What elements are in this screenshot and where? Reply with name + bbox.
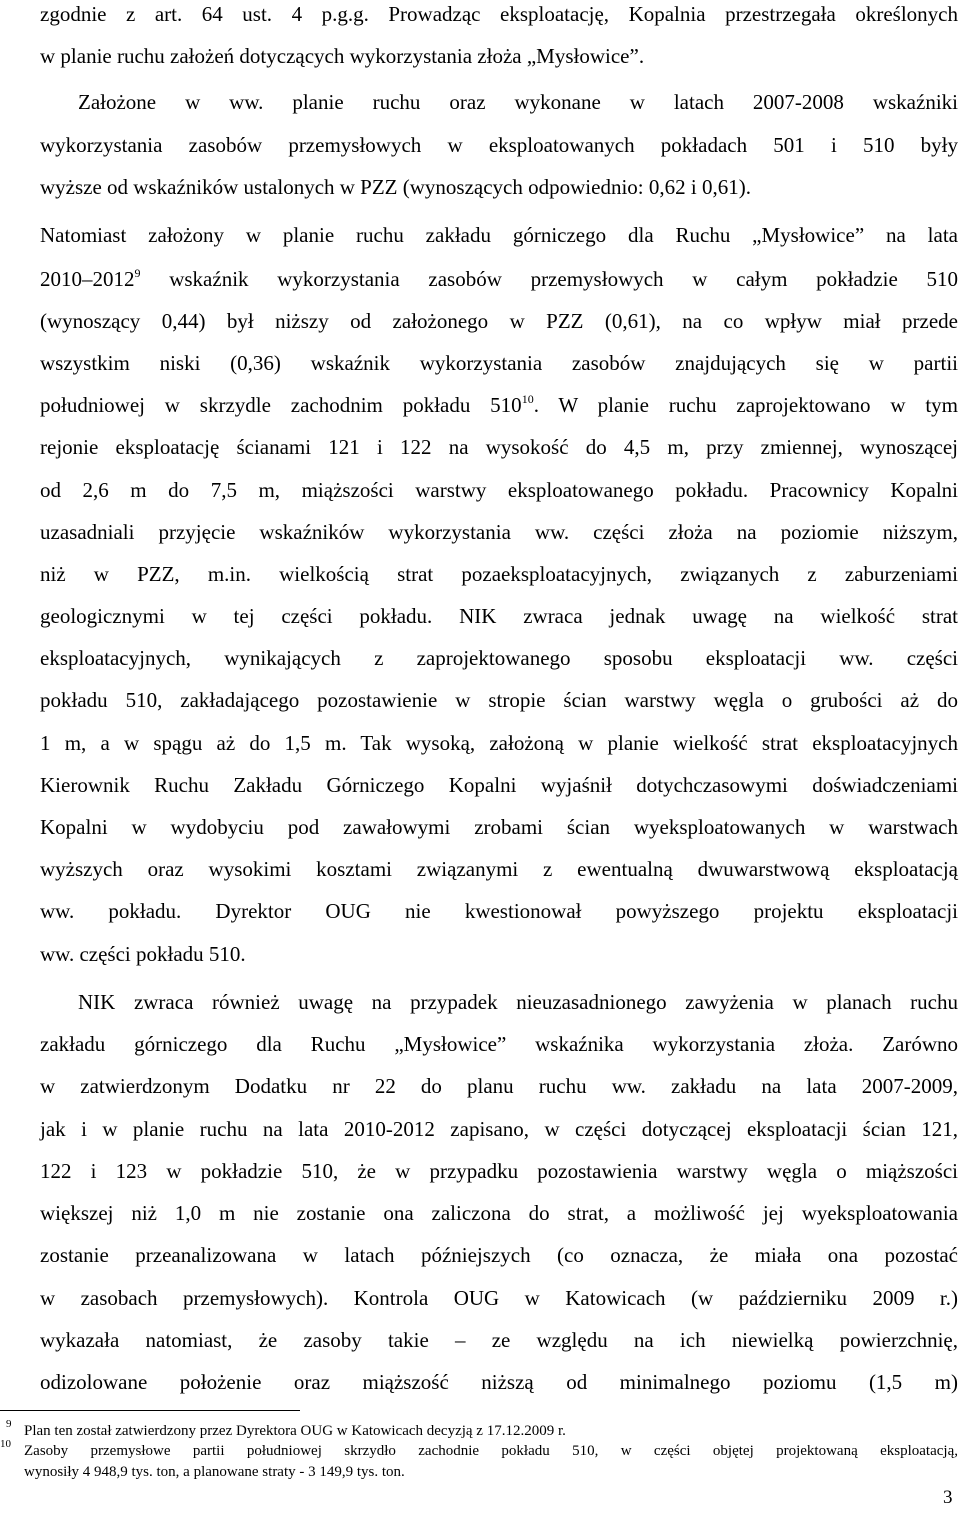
body-line (40, 392, 958, 418)
body-line: ww. pokładu. Dyrektor OUG nie kwestionował powyższego projektu eksploatacji (40, 899, 958, 923)
body-line: niż w PZZ, m.in. wielkością strat pozaeksploatacyjnych, związanych z zaburzeniami (40, 562, 958, 586)
footnote-ref: 9 (134, 266, 141, 280)
body-line: zostanie przeanalizowana w latach późniejszych (co oznacza, że miała ona pozostać (40, 1243, 958, 1267)
body-line: 122 i 123 w pokładzie 510, że w przypadku pozostawienia warstwy węgla o miąższości (40, 1159, 958, 1183)
footnote-text: Zasoby przemysłowe partii południowej skrzydło zachodnie pokładu 510, w części objętej projektowaną eksploatacją, (24, 1443, 958, 1459)
body-line: wyższe od wskaźników ustalonych w PZZ (wynoszących odpowiednio: 0,62 i 0,61). (40, 175, 751, 199)
body-text: . W planie ruchu zaprojektowano w tym (533, 393, 958, 417)
body-line: NIK zwraca również uwagę na przypadek nieuzasadnionego zawyżenia w planach ruchu (78, 990, 958, 1014)
body-text: 2010–2012 (40, 267, 135, 291)
body-line: wszystkim niski (0,36) wskaźnik wykorzystania zasobów znajdujących się w partii (40, 351, 958, 375)
body-line: ww. części pokładu 510. (40, 942, 246, 966)
footnote-number: 9 (6, 1418, 12, 1430)
body-line: (wynoszący 0,44) był niższy od założonego w PZZ (0,61), na co wpływ miał przede (40, 309, 958, 333)
body-line: Kopalni w wydobyciu pod zawałowymi zrobami ścian wyeksploatowanych w warstwach (40, 815, 958, 839)
body-line: większej niż 1,0 m nie zostanie ona zaliczona do strat, a możliwość jej wyeksploatowania (40, 1201, 958, 1225)
footnote-number: 10 (0, 1438, 11, 1450)
body-line: eksploatacyjnych, wynikających z zaprojektowanego sposobu eksploatacji ww. części (40, 646, 958, 670)
body-line: Natomiast założony w planie ruchu zakładu górniczego dla Ruchu „Mysłowice” na lata (40, 223, 958, 247)
body-line: pokładu 510, zakładającego pozostawienie w stropie ścian warstwy węgla o grubości aż do (40, 688, 958, 712)
body-line: zakładu górniczego dla Ruchu „Mysłowice” wskaźnika wykorzystania złoża. Zarówno (40, 1032, 958, 1056)
footnote-ref: 10 (521, 392, 534, 406)
body-line: Kierownik Ruchu Zakładu Górniczego Kopalni wyjaśnił dotychczasowymi doświadczeniami (40, 773, 958, 797)
body-line: wykorzystania zasobów przemysłowych w eksploatowanych pokładach 501 i 510 były (40, 133, 958, 157)
body-line: rejonie eksploatację ścianami 121 i 122 na wysokość do 4,5 m, przy zmiennej, wynoszącej (40, 435, 958, 459)
footnote-text: wynosiły 4 948,9 tys. ton, a planowane straty - 3 149,9 tys. ton. (24, 1464, 405, 1480)
body-line: wykazała natomiast, że zasoby takie – ze względu na ich niewielką powierzchnię, (40, 1328, 958, 1352)
body-line: jak i w planie ruchu na lata 2010-2012 zapisano, w części dotyczącej eksploatacji ścian 121, (40, 1117, 958, 1141)
page-number: 3 (943, 1487, 953, 1508)
body-text: południowej w skrzydle zachodnim pokładu 510 (40, 393, 522, 417)
footnote-separator (0, 1410, 300, 1411)
body-line: 1 m, a w spągu aż do 1,5 m. Tak wysoką, założoną w planie wielkość strat eksploatacyjnych (40, 731, 958, 755)
body-line (40, 266, 958, 292)
body-line: zgodnie z art. 64 ust. 4 p.g.g. Prowadząc eksploatację, Kopalnia przestrzegała określonych (40, 2, 958, 26)
body-line: od 2,6 m do 7,5 m, miąższości warstwy eksploatowanego pokładu. Pracownicy Kopalni (40, 478, 958, 502)
body-line: odizolowane położenie oraz miąższość niższą od minimalnego poziomu (1,5 m) (40, 1370, 958, 1394)
body-line: uzasadniali przyjęcie wskaźników wykorzystania ww. części złoża na poziomie niższym, (40, 520, 958, 544)
body-line: geologicznymi w tej części pokładu. NIK zwraca jednak uwagę na wielkość strat (40, 604, 958, 628)
body-line: w planie ruchu założeń dotyczących wykorzystania złoża „Mysłowice”. (40, 44, 645, 68)
footnote-text: Plan ten został zatwierdzony przez Dyrektora OUG w Katowicach decyzją z 17.12.2009 r. (24, 1423, 566, 1439)
body-line: w zasobach przemysłowych). Kontrola OUG w Katowicach (w październiku 2009 r.) (40, 1286, 958, 1310)
body-line: Założone w ww. planie ruchu oraz wykonane w latach 2007-2008 wskaźniki (78, 90, 958, 114)
body-line: w zatwierdzonym Dodatku nr 22 do planu ruchu ww. zakładu na lata 2007-2009, (40, 1074, 958, 1098)
body-line: wyższych oraz wysokimi kosztami związanymi z ewentualną dwuwarstwową eksploatacją (40, 857, 958, 881)
body-text: wskaźnik wykorzystania zasobów przemysłowych w całym pokładzie 510 (140, 267, 958, 291)
